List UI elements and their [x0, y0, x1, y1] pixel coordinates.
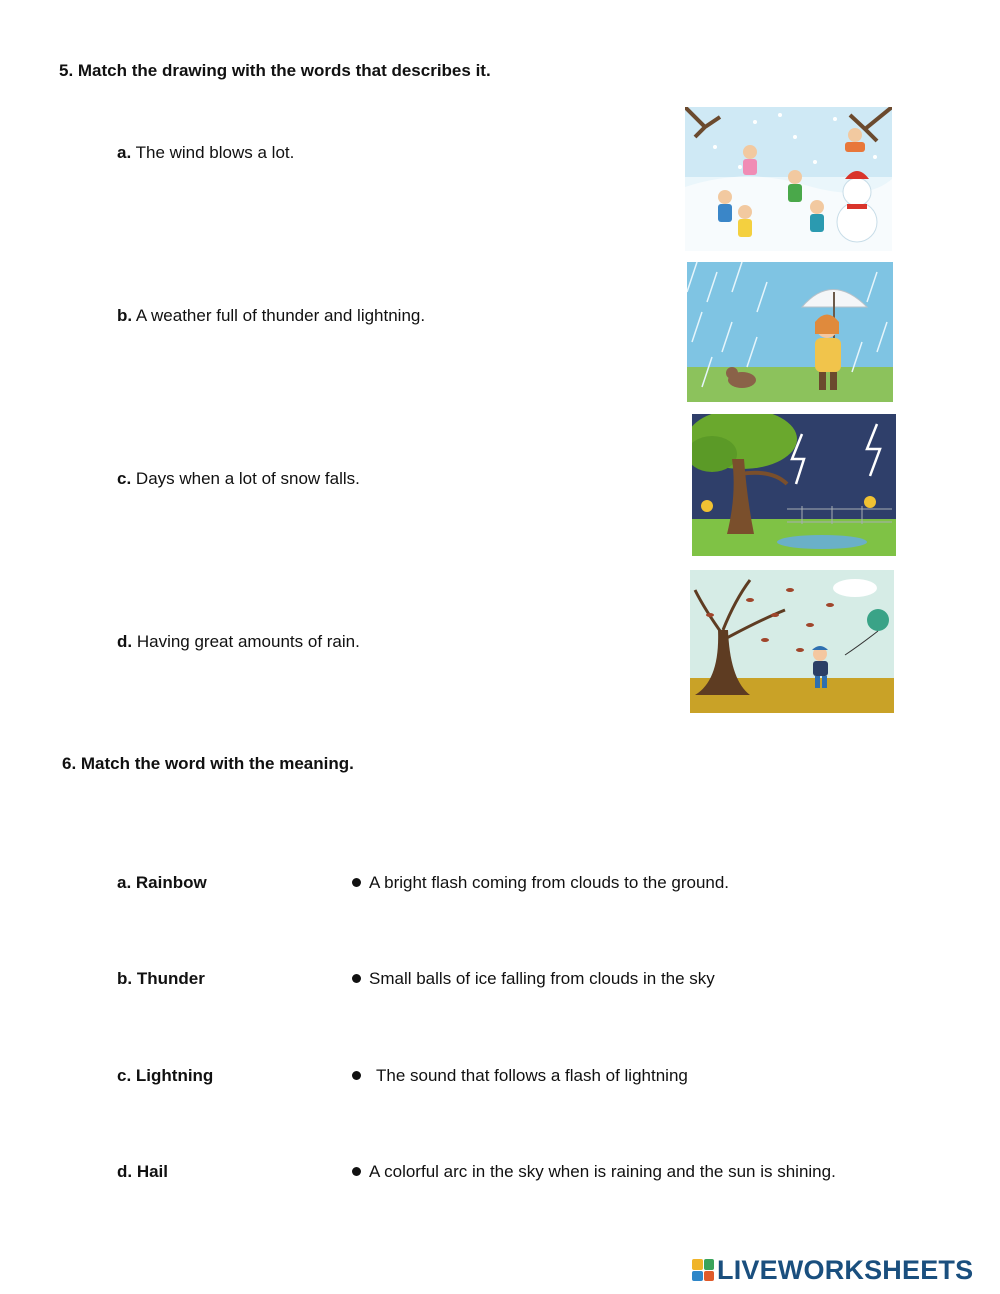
meaning-row-2[interactable] [352, 969, 715, 989]
section-5-item-b [117, 306, 425, 326]
match-dot[interactable] [352, 1071, 361, 1080]
meaning-text: A bright flash coming from clouds to the ground. [369, 873, 730, 892]
meaning-row-1[interactable] [352, 873, 729, 893]
match-dot[interactable] [352, 878, 361, 887]
meaning-text: Small balls of ice falling from clouds in the sky [369, 969, 715, 988]
meaning-row-4[interactable] [352, 1162, 836, 1182]
meaning-text: A colorful arc in the sky when is raining and the sun is shining. [369, 1162, 836, 1181]
section-5-title: 5. Match the drawing with the words that describes it. [59, 61, 491, 80]
word-rainbow[interactable]: a. Rainbow [117, 873, 207, 892]
wind-scene-image[interactable] [690, 570, 894, 713]
item-text: The wind blows a lot. [131, 143, 295, 162]
item-letter: a. [117, 143, 132, 162]
storm-scene-image[interactable] [692, 414, 896, 556]
item-letter: d. [117, 632, 133, 651]
rain-scene-image[interactable] [687, 262, 893, 402]
section-5-item-c [117, 469, 360, 489]
item-text: A weather full of thunder and lightning. [132, 306, 426, 325]
word-hail[interactable]: d. Hail [117, 1162, 169, 1181]
section-5-item-d [117, 632, 360, 652]
section-6-title: 6. Match the word with the meaning. [62, 754, 354, 773]
section-5-item-a [117, 143, 294, 163]
logo-text: LIVEWORKSHEETS [717, 1254, 974, 1285]
item-text: Having great amounts of rain. [132, 632, 360, 651]
item-letter: c. [117, 469, 132, 488]
match-dot[interactable] [352, 1167, 361, 1176]
item-letter: b. [117, 306, 133, 325]
word-thunder[interactable]: b. Thunder [117, 969, 205, 988]
logo-mark-icon [692, 1259, 714, 1281]
liveworksheets-logo [692, 1255, 973, 1285]
snow-scene-image[interactable] [685, 107, 892, 251]
item-text: Days when a lot of snow falls. [131, 469, 360, 488]
meaning-row-3[interactable] [352, 1066, 688, 1086]
word-lightning[interactable]: c. Lightning [117, 1066, 214, 1085]
meaning-text: The sound that follows a flash of lightning [376, 1066, 688, 1085]
match-dot[interactable] [352, 974, 361, 983]
